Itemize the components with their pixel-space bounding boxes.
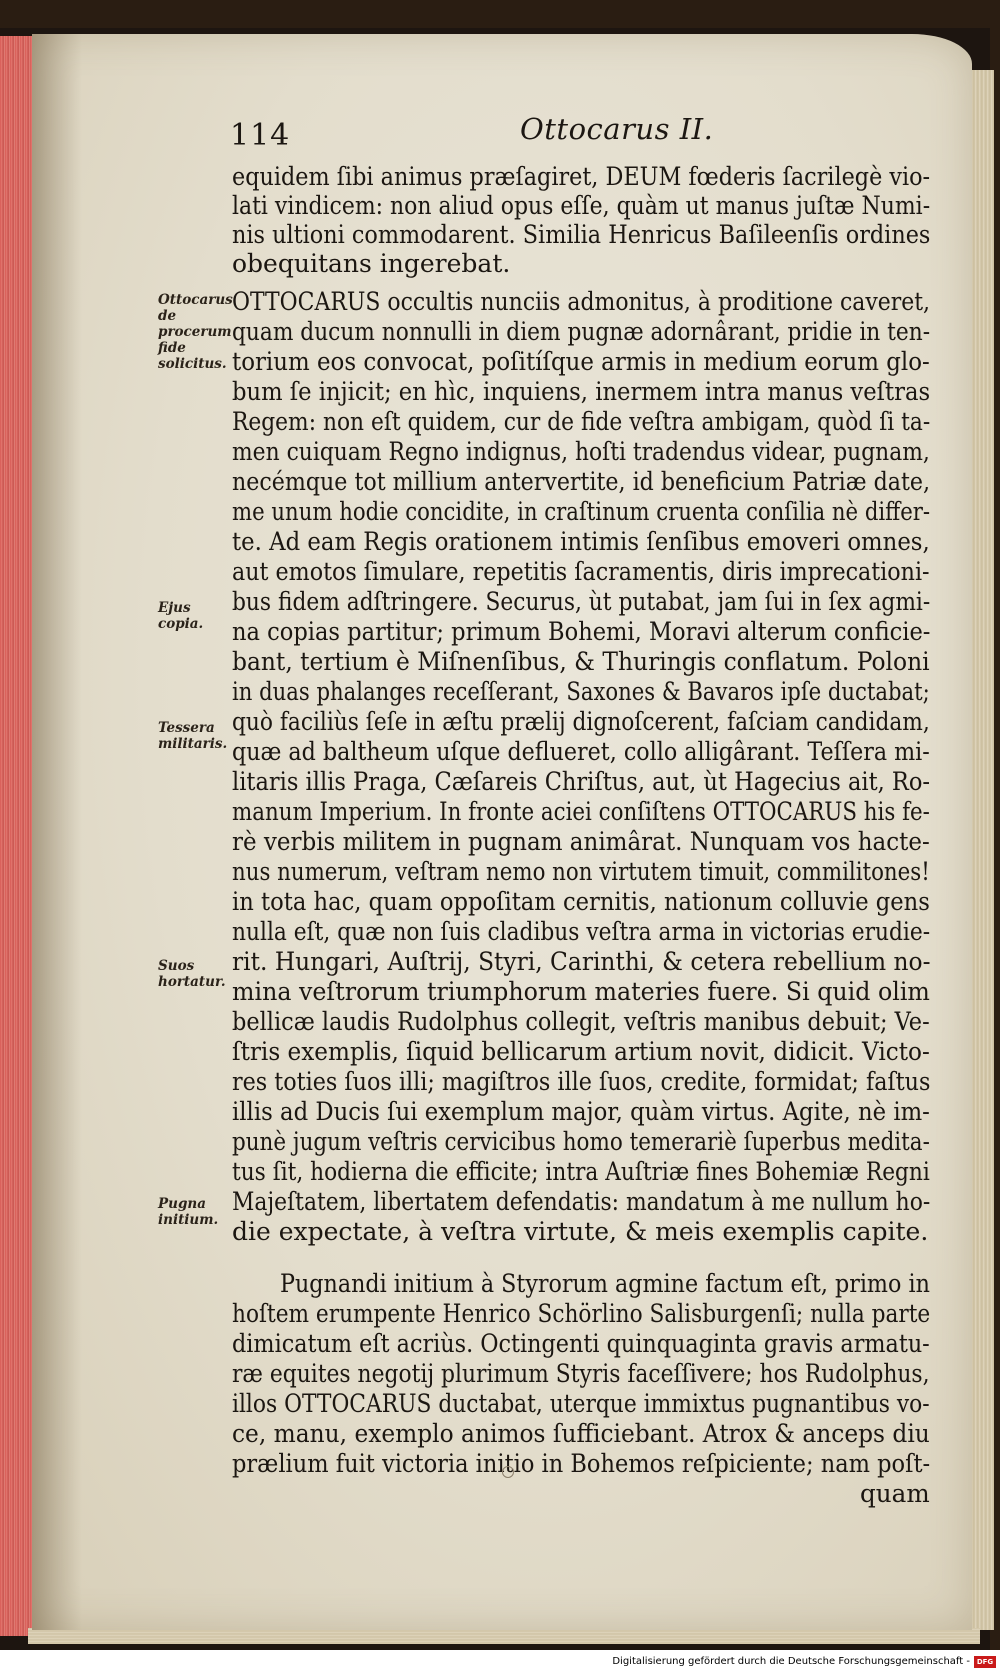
text-line: rè verbis militem in pugnam animârat. Nunquam vos hacte-	[232, 827, 930, 856]
text-line: nis ultioni commodarent. Similia Henricus Baſileenſis ordines	[232, 220, 931, 249]
text-line: Majeſtatem, libertatem defendatis: mandatum à me nullum ho-	[232, 1187, 931, 1216]
text-line: die expectate, à veſtra virtute, & meis exemplis capite.	[232, 1217, 929, 1246]
footer-credit: Digitalisierung gefördert durch die Deutsche Forschungsgemeinschaft -	[612, 1656, 970, 1667]
bottom-page-edges	[28, 1628, 980, 1644]
text-line: quam	[860, 1479, 930, 1508]
text-line: bellicæ laudis Rudolphus collegit, veſtris manibus debuit; Ve-	[232, 1007, 930, 1036]
page-number: 114	[230, 118, 291, 153]
text-line: bum ſe injicit; en hìc, inquiens, inermem intra manus veſtras	[232, 377, 931, 406]
text-line: men cuiquam Regno indignus, hoſti tradendus videar, pugnam,	[232, 437, 930, 466]
text-line: me unum hodie concidite, in craſtinum cruenta conſilia nè differ-	[232, 497, 931, 526]
digitization-footer	[0, 1650, 1000, 1676]
margin-note: Pugna initium.	[158, 1196, 219, 1228]
text-line: aut emotos ſimulare, repetitis ſacramentis, diris imprecationi-	[232, 557, 930, 586]
text-line: illis ad Ducis ſui exemplum major, quàm virtus. Agite, nè im-	[232, 1097, 930, 1126]
dfg-logo: DFG	[974, 1656, 996, 1668]
text-line: illos OTTOCARUS ductabat, uterque immixtus pugnantibus vo-	[232, 1389, 930, 1418]
margin-note: Suos hortatur.	[158, 958, 226, 990]
text-line: prælium fuit victoria initio in Bohemos reſpiciente; nam poſt-	[232, 1449, 931, 1478]
margin-note: Ottocarus de procerum fide solicitus.	[158, 292, 233, 372]
text-line: quæ ad baltheum uſque deflueret, collo alligârant. Teſſera mi-	[232, 737, 930, 766]
text-line: res toties ſuos illi; magiſtros ille ſuos, credite, formidat; faſtus	[232, 1067, 931, 1096]
text-line: OTTOCARUS occultis nunciis admonitus, à proditione caveret,	[232, 287, 930, 316]
text-line: ſtris exemplis, ſiquid bellicarum artium novit, didicit. Victo-	[232, 1037, 930, 1066]
margin-note: Tessera militaris.	[158, 720, 228, 752]
text-line: litaris illis Praga, Cæſareis Chriſtus, aut, ùt Hagecius ait, Ro-	[232, 767, 931, 796]
text-line: Regem: non eſt quidem, cur de fide veſtra ambigam, quòd ſi ta-	[232, 407, 931, 436]
text-line: quò faciliùs ſeſe in æſtu prælij dignoſcerent, faſciam candidam,	[232, 707, 930, 736]
text-line: ræ equites negotij plurimum Styris faceſſivere; hos Rudolphus,	[232, 1359, 930, 1388]
text-line: tus ſit, hodierna die efficite; intra Auſtriæ fines Bohemiæ Regni	[232, 1157, 930, 1186]
text-line: mina veſtrorum triumphorum materies fuere. Si quid olim	[232, 977, 930, 1006]
text-line: equidem ſibi animus præſagiret, DEUM fœderis ſacrilegè vio-	[232, 162, 931, 191]
text-line: torium eos convocat, poſitíſque armis in medium eorum glo-	[232, 347, 930, 376]
text-line: bant, tertium è Miſnenſibus, & Thuringis conflatum. Poloni	[232, 647, 930, 676]
text-line: manum Imperium. In fronte aciei conſiſtens OTTOCARUS his fe-	[232, 797, 930, 826]
text-line: necémque tot millium antervertite, id beneficium Patriæ date,	[232, 467, 931, 496]
running-head: Ottocarus II.	[520, 112, 714, 146]
text-line: hoſtem erumpente Henrico Schörlino Salisburgenſi; nulla parte	[232, 1299, 931, 1328]
text-line: nulla eſt, quæ non ſuis cladibus veſtra arma in victorias erudie-	[232, 917, 931, 946]
text-line: rit. Hungari, Auſtrij, Styri, Carinthi, & cetera rebellium no-	[232, 947, 931, 976]
text-line: ce, manu, exemplo animos ſufficiebant. Atrox & anceps diu	[232, 1419, 930, 1448]
text-line: dimicatum eſt acriùs. Octingenti quinquaginta gravis armatu-	[232, 1329, 930, 1358]
text-line: in tota hac, quam oppoſitam cernitis, nationum colluvie gens	[232, 887, 930, 916]
text-line: punè jugum veſtris cervicibus homo temerariè ſuperbus medita-	[232, 1127, 930, 1156]
text-line: quam ducum nonnulli in diem pugnæ adornârant, pridie in ten-	[232, 317, 931, 346]
printer-mark	[502, 1466, 514, 1478]
text-line: obequitans ingerebat.	[232, 249, 511, 278]
text-line: Pugnandi initium à Styrorum agmine factum eſt, primo in	[280, 1269, 930, 1298]
text-line: in duas phalanges receſſerant, Saxones & Bavaros ipſe ductabat;	[232, 677, 930, 706]
text-line: te. Ad eam Regis orationem intimis ſenſibus emoveri omnes,	[232, 527, 930, 556]
margin-note: Ejus copia.	[158, 600, 204, 632]
text-line: bus fidem adſtringere. Securus, ùt putabat, jam ſui in ſex agmi-	[232, 587, 931, 616]
text-line: lati vindicem: non aliud opus eſſe, quàm ut manus juſtæ Numi-	[232, 191, 931, 220]
text-line: nus numerum, veſtram nemo non virtutem timuit, commilitones!	[232, 857, 930, 886]
text-line: na copias partitur; primum Bohemi, Moravi alterum conficie-	[232, 617, 931, 646]
